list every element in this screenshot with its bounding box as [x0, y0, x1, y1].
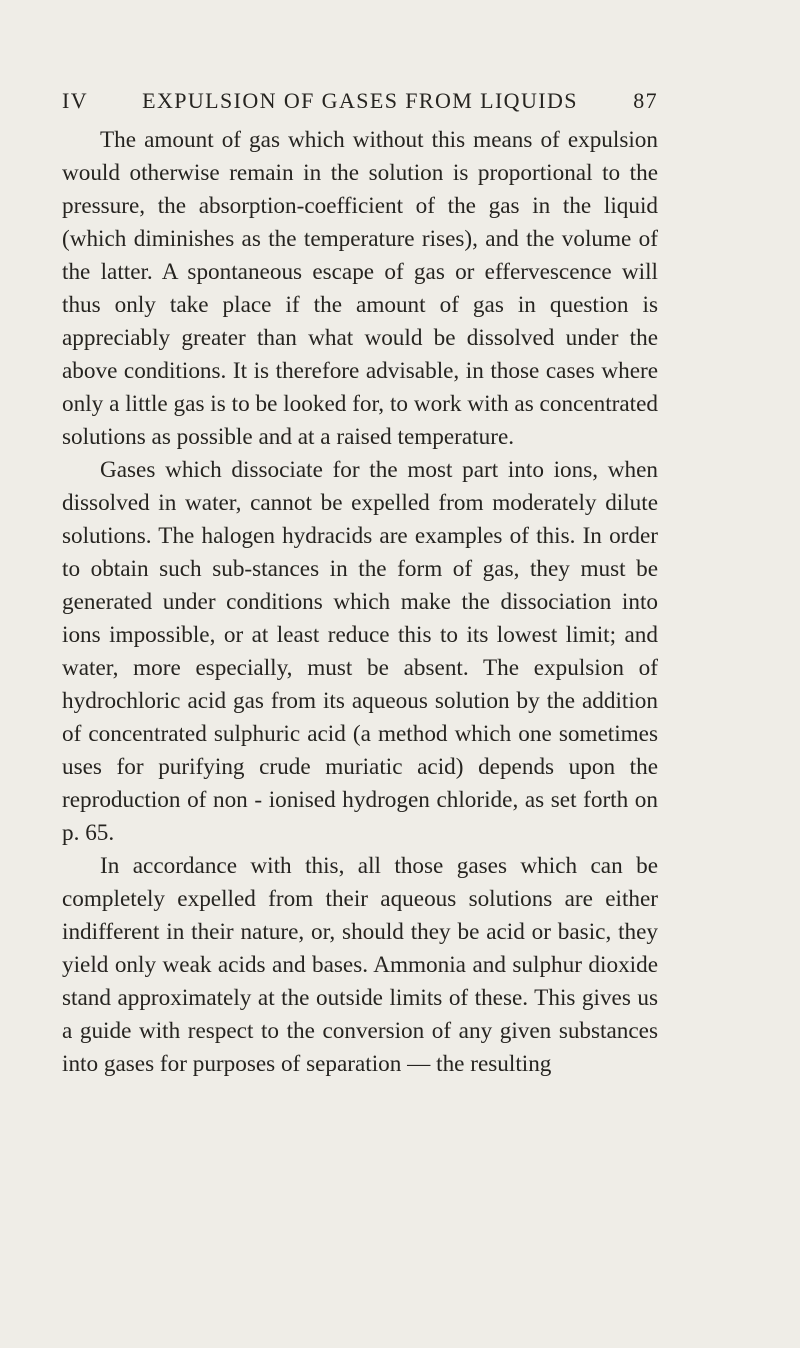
paragraph-2: Gases which dissociate for the most part into ions, when dissolved in water, cannot be expelled from moderately dilute solutions. The halogen hydracids are examples of this. In order to obtain such sub-stances in the form of gas, they must be generated under conditions which make the dissociation into ions impossible, or at least reduce this to its lowest limit; and water, more especially, must be absent. The expulsion of hydrochloric acid gas from its aqueous solution by the addition of concentrated sulphuric acid (a method which one sometimes uses for purifying crude muriatic acid) depends upon the reproduction of non - ionised hydrogen chloride, as set forth on p. 65. — [62, 457, 658, 846]
paragraph-3: In accordance with this, all those gases which can be completely expelled from their aqueous solutions are either indifferent in their nature, or, should they be acid or basic, they yield only weak acids and bases. Ammonia and sulphur dioxide stand approximately at the outside limits of these. This gives us a guide with respect to the conversion of any given substances into gases for purposes of separation — the resulting — [62, 853, 658, 1077]
body-text — [62, 124, 658, 1081]
running-title: EXPULSION OF GASES FROM LIQUIDS — [142, 88, 578, 113]
page-number: 87 — [633, 88, 658, 113]
running-head — [62, 86, 658, 116]
paragraph-1: The amount of gas which without this means of expulsion would otherwise remain in the solution is proportional to the pressure, the absorption-coefficient of the gas in the liquid (which diminishes as the temperature rises), and the volume of the latter. A spontaneous escape of gas or effervescence will thus only take place if the amount of gas in question is appreciably greater than what would be dissolved under the above conditions. It is therefore advisable, in those cases where only a little gas is to be looked for, to work with as concentrated solutions as possible and at a raised temperature. — [62, 127, 658, 450]
chapter-number: IV — [62, 88, 89, 113]
